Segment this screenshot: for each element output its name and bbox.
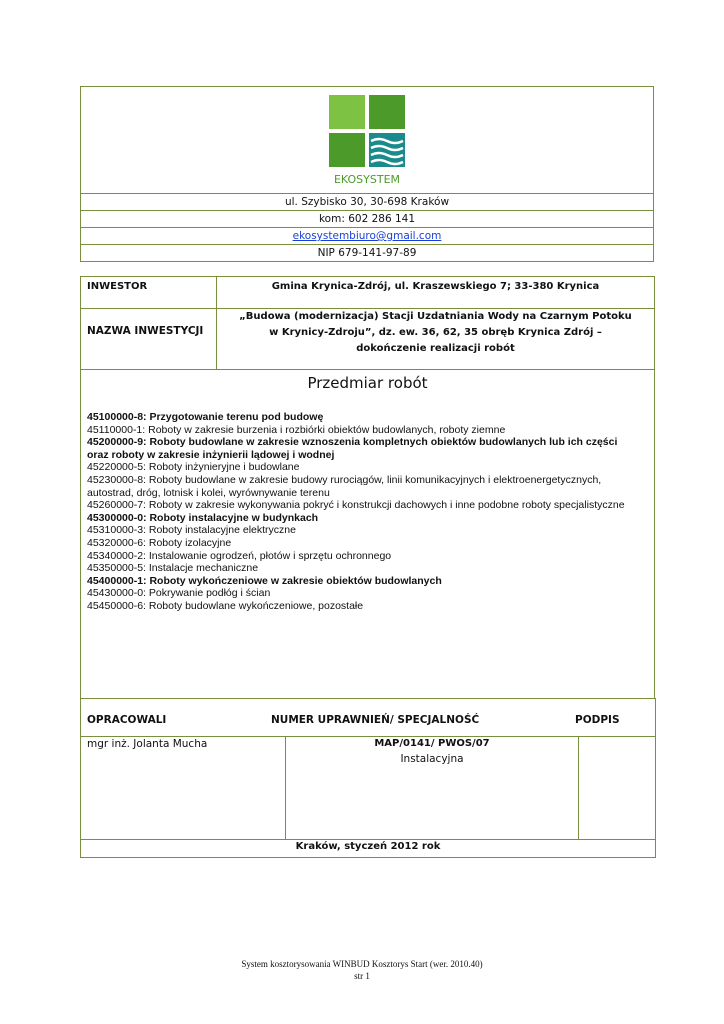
przedmiar-title: Przedmiar robót [307, 374, 428, 392]
cpv-item: 45340000-2: Instalowanie ogrodzeń, płotów i sprzętu ochronnego [87, 549, 392, 562]
cpv-item: 45100000-8: Przygotowanie terenu pod budowę [87, 411, 324, 423]
cpv-item: autostrad, dróg, lotnisk i kolei, wyrównywanie terenu [87, 486, 330, 499]
investment-name: „Budowa (modernizacja) Stacji Uzdatniania Wody na Czarnym Potoku w Krynicy-Zdroju”, dz. ew. 36, 62, 35 obręb Krynica Zdrój – dokończenie realizacji robót [239, 311, 632, 354]
place-date: Kraków, styczeń 2012 rok [295, 841, 441, 852]
page-footer [0, 958, 724, 982]
cpv-item: 45400000-1: Roboty wykończeniowe w zakresie obiektów budowlanych [87, 574, 442, 587]
investor-table [80, 276, 655, 370]
header-box [80, 86, 654, 262]
cpv-item: 45450000-6: Roboty budowlane wykończeniowe, pozostałe [87, 599, 364, 612]
cpv-list [87, 411, 653, 613]
cpv-item: 45430000-0: Pokrywanie podłóg i ścian [87, 587, 271, 600]
footer-page-number: str 1 [354, 971, 370, 981]
address: ul. Szybisko 30, 30-698 Kraków [284, 196, 450, 208]
col-numer: NUMER UPRAWNIEŃ/ SPECJALNOŚĆ [271, 714, 480, 726]
cpv-item: 45350000-5: Instalacje mechaniczne [87, 562, 259, 575]
investment-label: NAZWA INWESTYCJI [87, 325, 204, 337]
cpv-item: 45260000-7: Roboty w zakresie wykonywania pokryć i konstrukcji dachowych i inne podobne roboty specjalistyczne [87, 499, 625, 512]
investor-label: INWESTOR [87, 281, 148, 292]
cpv-item: oraz roboty w zakresie inżynierii lądowej i wodnej [87, 448, 335, 461]
license-number: MAP/0141/ PWOS/07 [374, 738, 490, 749]
email-link[interactable]: ekosystembiuro@gmail.com [292, 230, 442, 242]
specialty: Instalacyjna [400, 753, 464, 765]
footer-software: System kosztorysowania WINBUD Kosztorys Start (wer. 2010.40) [241, 959, 483, 969]
preparer-name: mgr inż. Jolanta Mucha [87, 738, 208, 750]
przedmiar-box [80, 369, 655, 699]
investor-value: Gmina Krynica-Zdrój, ul. Kraszewskiego 7; 33-380 Krynica [271, 281, 600, 292]
logo-text: EKOSYSTEM [333, 173, 401, 186]
prepared-by-table [80, 698, 656, 858]
col-podpis: PODPIS [575, 714, 620, 726]
cpv-item: 45320000-6: Roboty izolacyjne [87, 536, 232, 549]
cpv-item: 45220000-5: Roboty inżynieryjne i budowlane [87, 461, 300, 474]
col-opracowali: OPRACOWALI [87, 714, 167, 726]
cpv-item: 45200000-9: Roboty budowlane w zakresie wznoszenia kompletnych obiektów budowlanych lub ich części [87, 436, 618, 449]
ekosystem-logo [329, 95, 407, 187]
cpv-item: 45300000-0: Roboty instalacyjne w budynkach [87, 511, 319, 524]
phone: kom: 602 286 141 [318, 213, 416, 225]
cpv-item: 45230000-8: Roboty budowlane w zakresie budowy rurociągów, linii komunikacyjnych i elektroenergetycznych, [87, 473, 602, 486]
cpv-item: 45310000-3: Roboty instalacyjne elektryczne [87, 524, 296, 537]
nip: NIP 679-141-97-89 [317, 247, 417, 259]
cpv-item: 45110000-1: Roboty w zakresie burzenia i rozbiórki obiektów budowlanych, roboty ziemne [87, 423, 506, 436]
